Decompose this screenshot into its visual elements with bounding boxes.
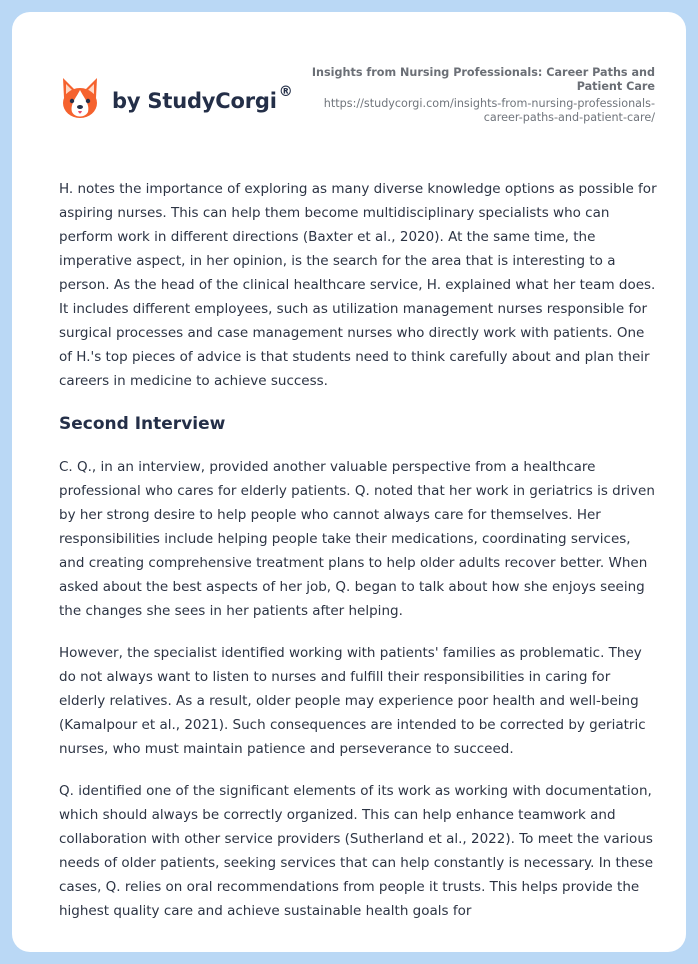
paragraph: Q. identified one of the significant elements of its work as working with documentation, which should always be correctly organized. This can help enhance teamwork and collaboration with other service providers (Sutherland et al., 2022). To meet the various needs of older patients, seeking services that can help constantly is necessary. In these cases, Q. relies on oral recommendations from people it trusts. This helps provide the highest quality care and achieve sustainable health goals for <box>59 783 654 919</box>
studycorgi-logo[interactable] <box>60 76 293 120</box>
paragraph: However, the specialist identified working with patients' families as problematic. They do not always want to listen to nurses and fulfill their responsibilities in caring for elderly relatives. As a result, older people may experience poor health and well-being (Kamalpour et al., 2021). Such consequences are intended to be corrected by geriatric nurses, who must maintain patience and perseverance to succeed. <box>59 645 646 757</box>
document-card <box>12 12 686 952</box>
page-header <box>12 12 686 152</box>
source-url[interactable]: https://studycorgi.com/insights-from-nursing-professionals-career-paths-and-patient-care/ <box>323 97 655 124</box>
source-info <box>295 66 655 125</box>
registered-mark: ® <box>278 83 293 100</box>
article-body <box>59 177 659 941</box>
brand-name: by StudyCorgi ® <box>112 83 293 113</box>
source-title: Insights from Nursing Professionals: Career Paths and Patient Care <box>311 66 655 93</box>
corgi-icon <box>60 76 100 120</box>
paragraph: H. notes the importance of exploring as many diverse knowledge options as possible for aspiring nurses. This can help them become multidisciplinary specialists who can perform work in different directions (Baxter et al., 2020). At the same time, the imperative aspect, in her opinion, is the search for the area that is interesting to a person. As the head of the clinical healthcare service, H. explained what her team does. It includes different employees, such as utilization management nurses responsible for surgical processes and case management nurses who directly work with patients. One of H.'s top pieces of advice is that students need to think carefully about and plan their careers in medicine to achieve success. <box>59 181 657 389</box>
section-heading: Second Interview <box>59 414 226 434</box>
paragraph: C. Q., in an interview, provided another valuable perspective from a healthcare professional who cares for elderly patients. Q. noted that her work in geriatrics is driven by her strong desire to help people who cannot always care for themselves. Her responsibilities include helping people take their medications, coordinating services, and creating comprehensive treatment plans to help older adults recover better. When asked about the best aspects of her job, Q. began to talk about how she enjoys seeing the changes she sees in her patients after helping. <box>59 459 655 619</box>
